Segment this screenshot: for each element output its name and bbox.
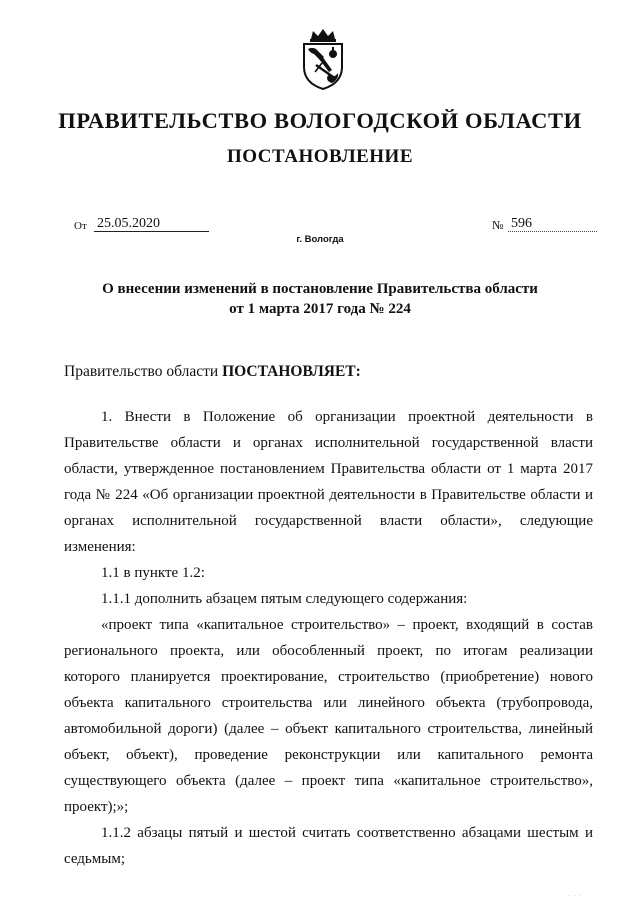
body-paragraph: 1.1 в пункте 1.2: <box>101 565 205 581</box>
scan-mark: · · · <box>568 893 583 899</box>
document-number: 596 <box>508 216 597 232</box>
decree-statement <box>64 363 361 381</box>
document-body <box>64 404 593 872</box>
subject-line-2: от 1 марта 2017 года № 224 <box>229 301 411 317</box>
body-paragraph: 1. Внести в Положение об организации проектной деятельности в Правительстве области и органах исполнительной государственной власти области, утвержденное постановлением Правительства области от 1 марта 2017 года № 224 «Об организации проектной деятельности в Правительстве области и органах исполнительной государственной власти области», следующие изменения: <box>64 409 593 555</box>
document-type: ПОСТАНОВЛЕНИЕ <box>226 146 414 167</box>
government-title: ПРАВИТЕЛЬСТВО ВОЛОГОДСКОЙ ОБЛАСТИ <box>58 108 582 133</box>
document-subject <box>60 279 580 319</box>
body-paragraph: «проект типа «капитальное строительство» – проект, входящий в состав регионального проекта, или обособленный проект, по итогам реализации которого планируется проектирование, строительство (приобретение) нового объекта капитального строительства или линейного объекта (трубопровода, автомобильной дороги) (далее – объект капитального строительства, линейный объект, объект), проведение реконструкции или капитального ремонта существующего объекта (далее – проект типа «капитальное строительство», проект);»; <box>64 617 593 815</box>
date-prefix: От <box>74 220 87 232</box>
city-name: г. Вологда <box>296 234 344 245</box>
decree-prefix: Правительство области <box>64 363 223 380</box>
document-date: 25.05.2020 <box>94 216 209 232</box>
body-paragraph: 1.1.1 дополнить абзацем пятым следующего содержания: <box>101 591 468 607</box>
body-paragraph: 1.1.2 абзацы пятый и шестой считать соответственно абзацами шестым и седьмым; <box>64 825 593 867</box>
decree-verb: ПОСТАНОВЛЯЕТ: <box>222 363 361 380</box>
vologda-oblast-coat-of-arms-icon <box>298 27 348 91</box>
subject-line-1: О внесении изменений в постановление Правительства области <box>102 281 538 297</box>
number-prefix: № <box>492 218 504 232</box>
